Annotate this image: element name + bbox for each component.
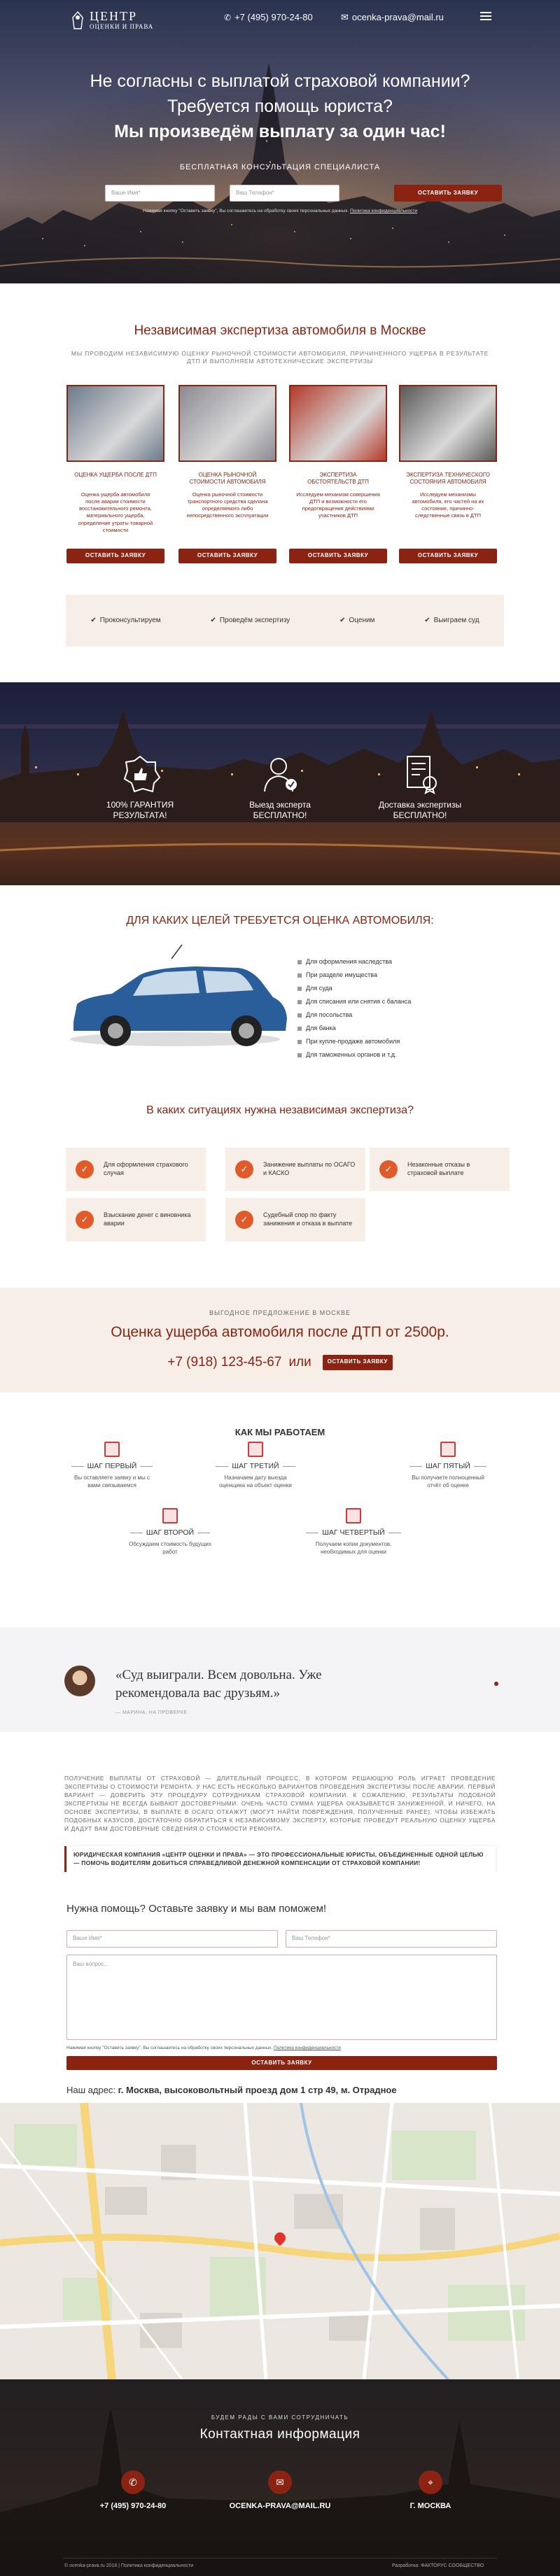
purpose-item-label: При разделе имущества <box>306 971 377 979</box>
process-step <box>396 1442 500 1490</box>
address-section <box>0 2078 560 2379</box>
company-banner-text: ЮРИДИЧЕСКАЯ КОМПАНИЯ «ЦЕНТР ОЦЕНКИ И ПРАВА» — ЭТО ПРОФЕССИОНАЛЬНЫЕ ЮРИСТЫ, ОБЪЕДИНЕННЫЕ ОДНОЙ ЦЕЛЬЮ — ПОМОЧЬ ВОДИТЕЛЯМ ДОБИТЬСЯ СПРАВЕДЛИВОЙ ДЕНЕЖНОЙ КОМПЕНСАЦИИ ОТ СТРАХОВОЙ КОМПАНИИ! <box>74 1851 484 1867</box>
process-step <box>301 1508 406 1556</box>
service-card-image <box>178 385 276 462</box>
check-icon: ✔ <box>424 617 430 625</box>
purpose-item-label: Для посольства <box>306 1011 353 1019</box>
service-card-button[interactable]: ОСТАВИТЬ ЗАЯВКУ <box>66 549 164 563</box>
footer-copyright[interactable]: © ocenka-prava.ru 2018 | Политика конфиденциальности <box>64 2563 194 2568</box>
header-email-text: ocenka-prava@mail.ru <box>351 12 444 22</box>
bullet-icon <box>298 1027 302 1031</box>
strip-item-label: Проведём экспертизу <box>219 617 290 625</box>
step-line <box>140 1466 153 1467</box>
service-card-text: Оценка рыночной стоимости транспортного средства сделана определяемого либо непосредственного эксплуатации <box>186 491 269 519</box>
process-section <box>0 1393 560 1613</box>
hero-title-3: Мы произведём выплату за один час! <box>114 122 446 141</box>
service-card-title: ЭКСПЕРТИЗА ОБСТОЯТЕЛЬСТВ ДТП <box>307 472 369 486</box>
step-title: ШАГ ПЯТЫЙ <box>426 1462 470 1470</box>
footer-email-circle <box>268 2470 292 2494</box>
hero-consent-text: Нажимая кнопку "Оставить заявку", Вы соглашаетесь на обработку своих персональных данных. <box>143 209 349 213</box>
menu-icon <box>480 11 491 21</box>
footer-phone-circle <box>121 2470 145 2494</box>
step-title-row <box>203 1461 308 1471</box>
process-title: КАК МЫ РАБОТАЕМ <box>234 1427 326 1437</box>
contact-name-input[interactable]: Ваше Имя* <box>66 1930 278 1948</box>
testimonial-quote: «Суд выиграли. Всем довольна. Уже рекомендовала вас друзьям.» <box>115 1668 322 1701</box>
guarantee-label: Выезд эксперта БЕСПЛАТНО! <box>249 800 311 820</box>
footer-city-text: Г. МОСКВА <box>410 2502 451 2510</box>
bullet-icon <box>298 1013 302 1018</box>
service-card-title: ОЦЕНКА РЫНОЧНОЙ СТОИМОСТИ АВТОМОБИЛЯ <box>189 472 266 486</box>
service-card-title: ОЦЕНКА УЩЕРБА ПОСЛЕ ДТП <box>74 472 157 478</box>
services-title: Независимая экспертиза автомобиля в Москве <box>134 323 426 338</box>
service-card-button[interactable]: ОСТАВИТЬ ЗАЯВКУ <box>289 549 387 563</box>
step-line <box>410 1466 422 1467</box>
purposes-title: ДЛЯ КАКИХ ЦЕЛЕЙ ТРЕБУЕТСЯ ОЦЕНКА АВТОМОБИЛЯ: <box>126 915 434 927</box>
step-document-icon <box>104 1442 120 1457</box>
steps-strip-box <box>66 595 504 647</box>
purpose-item <box>298 995 411 1008</box>
step-line <box>283 1466 295 1467</box>
offer-label: ВЫГОДНОЕ ПРЕДЛОЖЕНИЕ В МОСКВЕ <box>209 1309 351 1316</box>
steps-strip <box>0 595 560 647</box>
purpose-item-label: Для суда <box>306 985 332 992</box>
situation-card <box>370 1148 510 1191</box>
check-icon: ✔ <box>340 617 346 625</box>
contact-form-section <box>0 1882 560 2075</box>
strip-item-label: Проконсультируем <box>99 617 161 625</box>
contact-submit-button[interactable]: ОСТАВИТЬ ЗАЯВКУ <box>66 2056 497 2070</box>
mail-icon: ✉ <box>341 12 349 22</box>
process-step <box>203 1442 308 1490</box>
services-subtitle: МЫ ПРОВОДИМ НЕЗАВИСИМУЮ ОЦЕНКУ РЫНОЧНОЙ СТОИМОСТИ АВТОМОБИЛЯ, ПРИЧИНЕННОГО УЩЕРБА В РЕЗУЛЬТАТЕ ДТП И ВЫПОЛНЯЕМ АВТОТЕХНИЧЕСКИЕ ЭКСПЕРТИЗЫ <box>71 350 489 365</box>
situations-section <box>0 1078 560 1260</box>
logo-title: ЦЕНТР <box>90 9 137 23</box>
strip-item <box>90 616 160 626</box>
offer-button[interactable]: ОСТАВИТЬ ЗАЯВКУ <box>323 1355 393 1370</box>
address-line <box>66 2084 397 2097</box>
footer-city-circle <box>419 2470 442 2494</box>
footer-section <box>0 2379 560 2576</box>
check-circle-icon: ✓ <box>235 1211 253 1229</box>
service-card <box>399 385 497 581</box>
phone-icon: ✆ <box>224 12 232 22</box>
situation-card <box>66 1148 206 1191</box>
hero-name-input[interactable]: Ваше Имя* <box>105 185 215 202</box>
purpose-item <box>298 1022 411 1035</box>
service-card-image <box>66 385 164 462</box>
guarantee-label: 100% ГАРАНТИЯ РЕЗУЛЬТАТА! <box>106 800 174 820</box>
testimonial-author: — МАРИНА, НА ПРОВЕРКЕ <box>115 1710 188 1715</box>
logo[interactable] <box>70 10 153 31</box>
contact-policy-link[interactable]: Политика конфиденциальности <box>274 2046 341 2050</box>
map[interactable] <box>0 2103 560 2379</box>
situation-label: Незаконные отказы в страховой выплате <box>407 1161 470 1176</box>
footer-email-text: OCENKA-PRAVA@MAIL.RU <box>229 2502 331 2510</box>
purpose-item-label: При купле-продаже автомобиля <box>306 1038 400 1046</box>
footer-subtitle: БУДЕМ РАДЫ С ВАМИ СОТРУДНИЧАТЬ <box>211 2414 349 2421</box>
guarantee-item <box>91 752 189 821</box>
offer-title: Оценка ущерба автомобиля после ДТП от 2500р. <box>111 1324 449 1340</box>
situations-title: В каких ситуациях нужна независимая экспертиза? <box>146 1104 414 1116</box>
logo-emblem-icon <box>70 10 85 30</box>
purpose-item <box>298 1035 411 1048</box>
guarantee-item <box>371 752 469 821</box>
purpose-item <box>298 1048 411 1062</box>
testimonial-section <box>0 1627 560 1732</box>
service-card-image <box>399 385 497 462</box>
bullet-icon <box>298 973 302 978</box>
step-title: ШАГ ЧЕТВЕРТЫЙ <box>322 1528 385 1537</box>
step-document-icon <box>162 1508 178 1523</box>
step-line <box>474 1466 486 1467</box>
hero-title-1: Не согласны с выплатой страховой компании? <box>90 71 470 91</box>
process-step <box>59 1442 164 1490</box>
document-icon <box>399 752 441 794</box>
logo-subtitle: ОЦЕНКИ И ПРАВА <box>90 23 154 30</box>
hero-title-2: Требуется помощь юриста? <box>167 97 393 116</box>
menu-button[interactable] <box>480 11 491 21</box>
company-banner <box>64 1846 496 1872</box>
situation-label: Для оформления страхового случая <box>104 1161 188 1176</box>
offer-actions <box>0 1353 560 1372</box>
step-title: ШАГ ТРЕТИЙ <box>232 1462 279 1470</box>
step-title: ШАГ ПЕРВЫЙ <box>87 1462 137 1470</box>
service-card-text: Исследуем механизмы автомобиля, его частей на их состояние, причинно-следственные связь в ДТП <box>412 491 484 519</box>
service-card <box>178 385 276 581</box>
purpose-item-label: Для списания или снятия с баланса <box>306 998 412 1006</box>
step-line <box>71 1466 84 1467</box>
bullet-icon <box>298 1053 302 1057</box>
step-text: Получаем копии документов, необходимых для оценки <box>315 1541 392 1555</box>
step-title-row <box>59 1461 164 1471</box>
purpose-item <box>298 1008 411 1022</box>
about-section <box>0 1746 560 1872</box>
header-phone-text: +7 (495) 970-24-80 <box>234 12 313 22</box>
offer-phone[interactable]: +7 (918) 123-45-67 <box>167 1355 282 1370</box>
step-document-icon <box>440 1442 456 1457</box>
strip-item <box>210 616 290 626</box>
services-section <box>0 283 560 591</box>
guarantee-item <box>231 752 329 821</box>
purpose-item-label: Для оформления наследства <box>306 958 393 966</box>
hero-policy-link[interactable]: Политика конфиденциальности <box>350 209 417 213</box>
service-card-button[interactable]: ОСТАВИТЬ ЗАЯВКУ <box>399 549 497 563</box>
bullet-icon <box>298 987 302 991</box>
service-card-button[interactable]: ОСТАВИТЬ ЗАЯВКУ <box>178 549 276 563</box>
service-card <box>66 385 164 581</box>
service-card <box>289 385 387 581</box>
purposes-section <box>0 885 560 1067</box>
contact-consent-text: Нажимая кнопку "Оставить заявку", Вы соглашаетесь на обработку своих персональных данных. <box>66 2046 273 2050</box>
thumbs-up-icon <box>119 752 161 794</box>
bullet-icon <box>298 1000 302 1004</box>
offer-or: или <box>288 1355 312 1370</box>
hero-consent <box>0 209 560 215</box>
step-title: ШАГ ВТОРОЙ <box>146 1528 195 1537</box>
strip-item-label: Выиграем суд <box>433 617 479 625</box>
footer-developer[interactable]: Разработка: ФАКТОРУС СООБЩЕСТВО <box>392 2563 484 2568</box>
step-title-row <box>118 1528 223 1537</box>
purpose-item-label: Для таможенных органов и т.д. <box>306 1051 397 1059</box>
purpose-item <box>298 982 411 995</box>
step-document-icon <box>346 1508 361 1523</box>
situation-card <box>225 1148 365 1191</box>
footer-phone-text: +7 (495) 970-24-80 <box>99 2502 167 2510</box>
guarantee-label: Доставка экспертизы БЕСПЛАТНО! <box>378 800 462 820</box>
check-circle-icon: ✓ <box>235 1160 253 1178</box>
service-card-image <box>289 385 387 462</box>
check-circle-icon: ✓ <box>379 1160 398 1178</box>
strip-item <box>340 616 374 626</box>
header-bar <box>0 0 560 42</box>
address-label: Наш адрес: <box>66 2085 116 2095</box>
step-title-row <box>396 1461 500 1471</box>
service-card-text: Исследуем механизм совершения ДТП и возможности его предотвращения действиями участников ДТП <box>296 491 380 519</box>
footer-divider <box>63 2558 497 2559</box>
process-step <box>118 1508 223 1556</box>
contact-phone-input[interactable]: Ваш Телефон* <box>286 1930 497 1948</box>
service-card-title: ЭКСПЕРТИЗА ТЕХНИЧЕСКОГО СОСТОЯНИЯ АВТОМОБИЛЯ <box>406 472 490 486</box>
purpose-item <box>298 969 411 982</box>
check-circle-icon: ✓ <box>76 1211 94 1229</box>
hero-phone-input[interactable]: Ваш Телефон* <box>230 185 340 202</box>
step-text: Обсуждаем стоимость будущих работ <box>129 1541 211 1555</box>
mail-icon: ✉ <box>276 2476 284 2488</box>
situation-card <box>66 1198 206 1241</box>
step-text: Вы получаете полноценный отчёт об оценке <box>412 1474 484 1488</box>
check-circle-icon: ✓ <box>76 1160 94 1178</box>
contact-consent <box>66 2046 341 2052</box>
purposes-list <box>298 955 411 1062</box>
situation-label: Судебный спор по факту занижения и отказа в выплате <box>263 1211 353 1227</box>
footer-title: Контактная информация <box>200 2427 360 2442</box>
strip-item <box>424 616 479 626</box>
footer-contact-phone[interactable] <box>84 2470 182 2512</box>
check-icon: ✔ <box>210 617 216 625</box>
situation-card <box>225 1198 365 1241</box>
strip-item-label: Оценим <box>349 617 375 625</box>
step-title-row <box>301 1528 406 1537</box>
service-card-text: Оценка ущерба автомобиля после аварии стоимости восстановительного ремонта, материального ущерба, определение утраты товарной стоимости <box>78 491 153 533</box>
step-text: Вы оставляете заявку и мы с вами связываемся <box>74 1474 150 1488</box>
hero-submit-button[interactable]: ОСТАВИТЬ ЗАЯВКУ <box>394 185 502 202</box>
guarantees-section <box>0 682 560 885</box>
header-email[interactable] <box>341 11 444 24</box>
step-text: Назначаем дату выезда оценщика на объект оценки <box>219 1474 292 1488</box>
car-image <box>63 941 301 1060</box>
hero-section <box>0 0 560 283</box>
situation-label: Взыскание денег с виновника аварии <box>104 1211 191 1227</box>
address-value: г. Москва, высоковольтный проезд дом 1 стр 49, м. Отрадное <box>118 2085 397 2095</box>
phone-icon: ✆ <box>129 2476 137 2488</box>
step-line <box>216 1466 228 1467</box>
slider-dot[interactable] <box>494 1682 498 1686</box>
header-phone[interactable] <box>224 11 313 24</box>
bullet-icon <box>298 1040 302 1044</box>
contact-message-textarea[interactable]: Ваш вопрос... <box>66 1955 497 2040</box>
situation-label: Занижение выплаты по ОСАГО и КАСКО <box>263 1161 356 1176</box>
offer-section <box>0 1288 560 1393</box>
location-pin-icon: ⌖ <box>428 2476 433 2488</box>
hero-form-title: БЕСПЛАТНАЯ КОНСУЛЬТАЦИЯ СПЕЦИАЛИСТА <box>179 163 381 171</box>
purpose-item-label: Для банка <box>306 1025 336 1032</box>
testimonial-avatar <box>64 1666 95 1696</box>
person-icon <box>259 752 301 794</box>
purpose-item <box>298 955 411 969</box>
bullet-icon <box>298 960 302 964</box>
footer-contact-email[interactable] <box>210 2470 350 2512</box>
footer-contact-city <box>382 2470 479 2512</box>
about-text: ПОЛУЧЕНИЕ ВЫПЛАТЫ ОТ СТРАХОВОЙ — ДЛИТЕЛЬНЫЙ ПРОЦЕСС, В КОТОРОМ РЕШАЮЩУЮ РОЛЬ ИГРАЕТ ПРОВЕДЕНИЕ ЭКСПЕРТИЗЫ О СТОИМОСТИ РЕМОНТА. У НАС ЕСТЬ НЕСКОЛЬКО ВАРИАНТОВ ПРОВЕДЕНИЯ ЭКСПЕРТИЗЫ ПОСЛЕ АВАРИИ. ПЕРВЫЙ ВАРИАНТ — ДОВЕРИТЬ ЭТУ ПРОЦЕДУРУ СОТРУДНИКАМ СТРАХОВОЙ КОМПАНИИ. К СОЖАЛЕНИЮ, РЕЗУЛЬТАТЫ ПОДОБНОЙ ЭКСПЕРТИЗЫ НЕ ВСЕГДА БЫВАЮТ ДОСТОВЕРНЫМИ. ОЧЕНЬ ЧАСТО СУММА УЩЕРБА ОКАЗЫВАЕТСЯ ЗАНИЖЕННОЙ, И НИЧЕГО, НА ОСНОВЕ ЭКСПЕРТИЗЫ, В ВЫПЛАТЕ В ОСАГО ОТКАЖУТ (МОГУТ НАЙТИ ПОВРЕЖДЕНИЯ, ПОЛУЧЕННЫЕ РАНЕЕ). ЧТОБЫ ИЗБЕЖАТЬ ПОДОБНЫХ КАЗУСОВ, ДОСТАТОЧНО ОБРАТИТЬСЯ К НЕЗАВИСИМОМУ ЭКСПЕРТУ, КОТОРЫЕ ПРОВЕДУТ РЕАЛЬНУЮ ОЦЕНКУ УЩЕРБА И ДАДУТ ВАМ ДОСТОВЕРНЫЕ СВЕДЕНИЯ О СТОИМОСТИ РЕМОНТА. <box>64 1775 496 1833</box>
step-document-icon <box>248 1442 263 1457</box>
contact-form-title: Нужна помощь? Оставьте заявку и мы вам поможем! <box>66 1903 327 1915</box>
check-icon: ✔ <box>90 617 97 625</box>
